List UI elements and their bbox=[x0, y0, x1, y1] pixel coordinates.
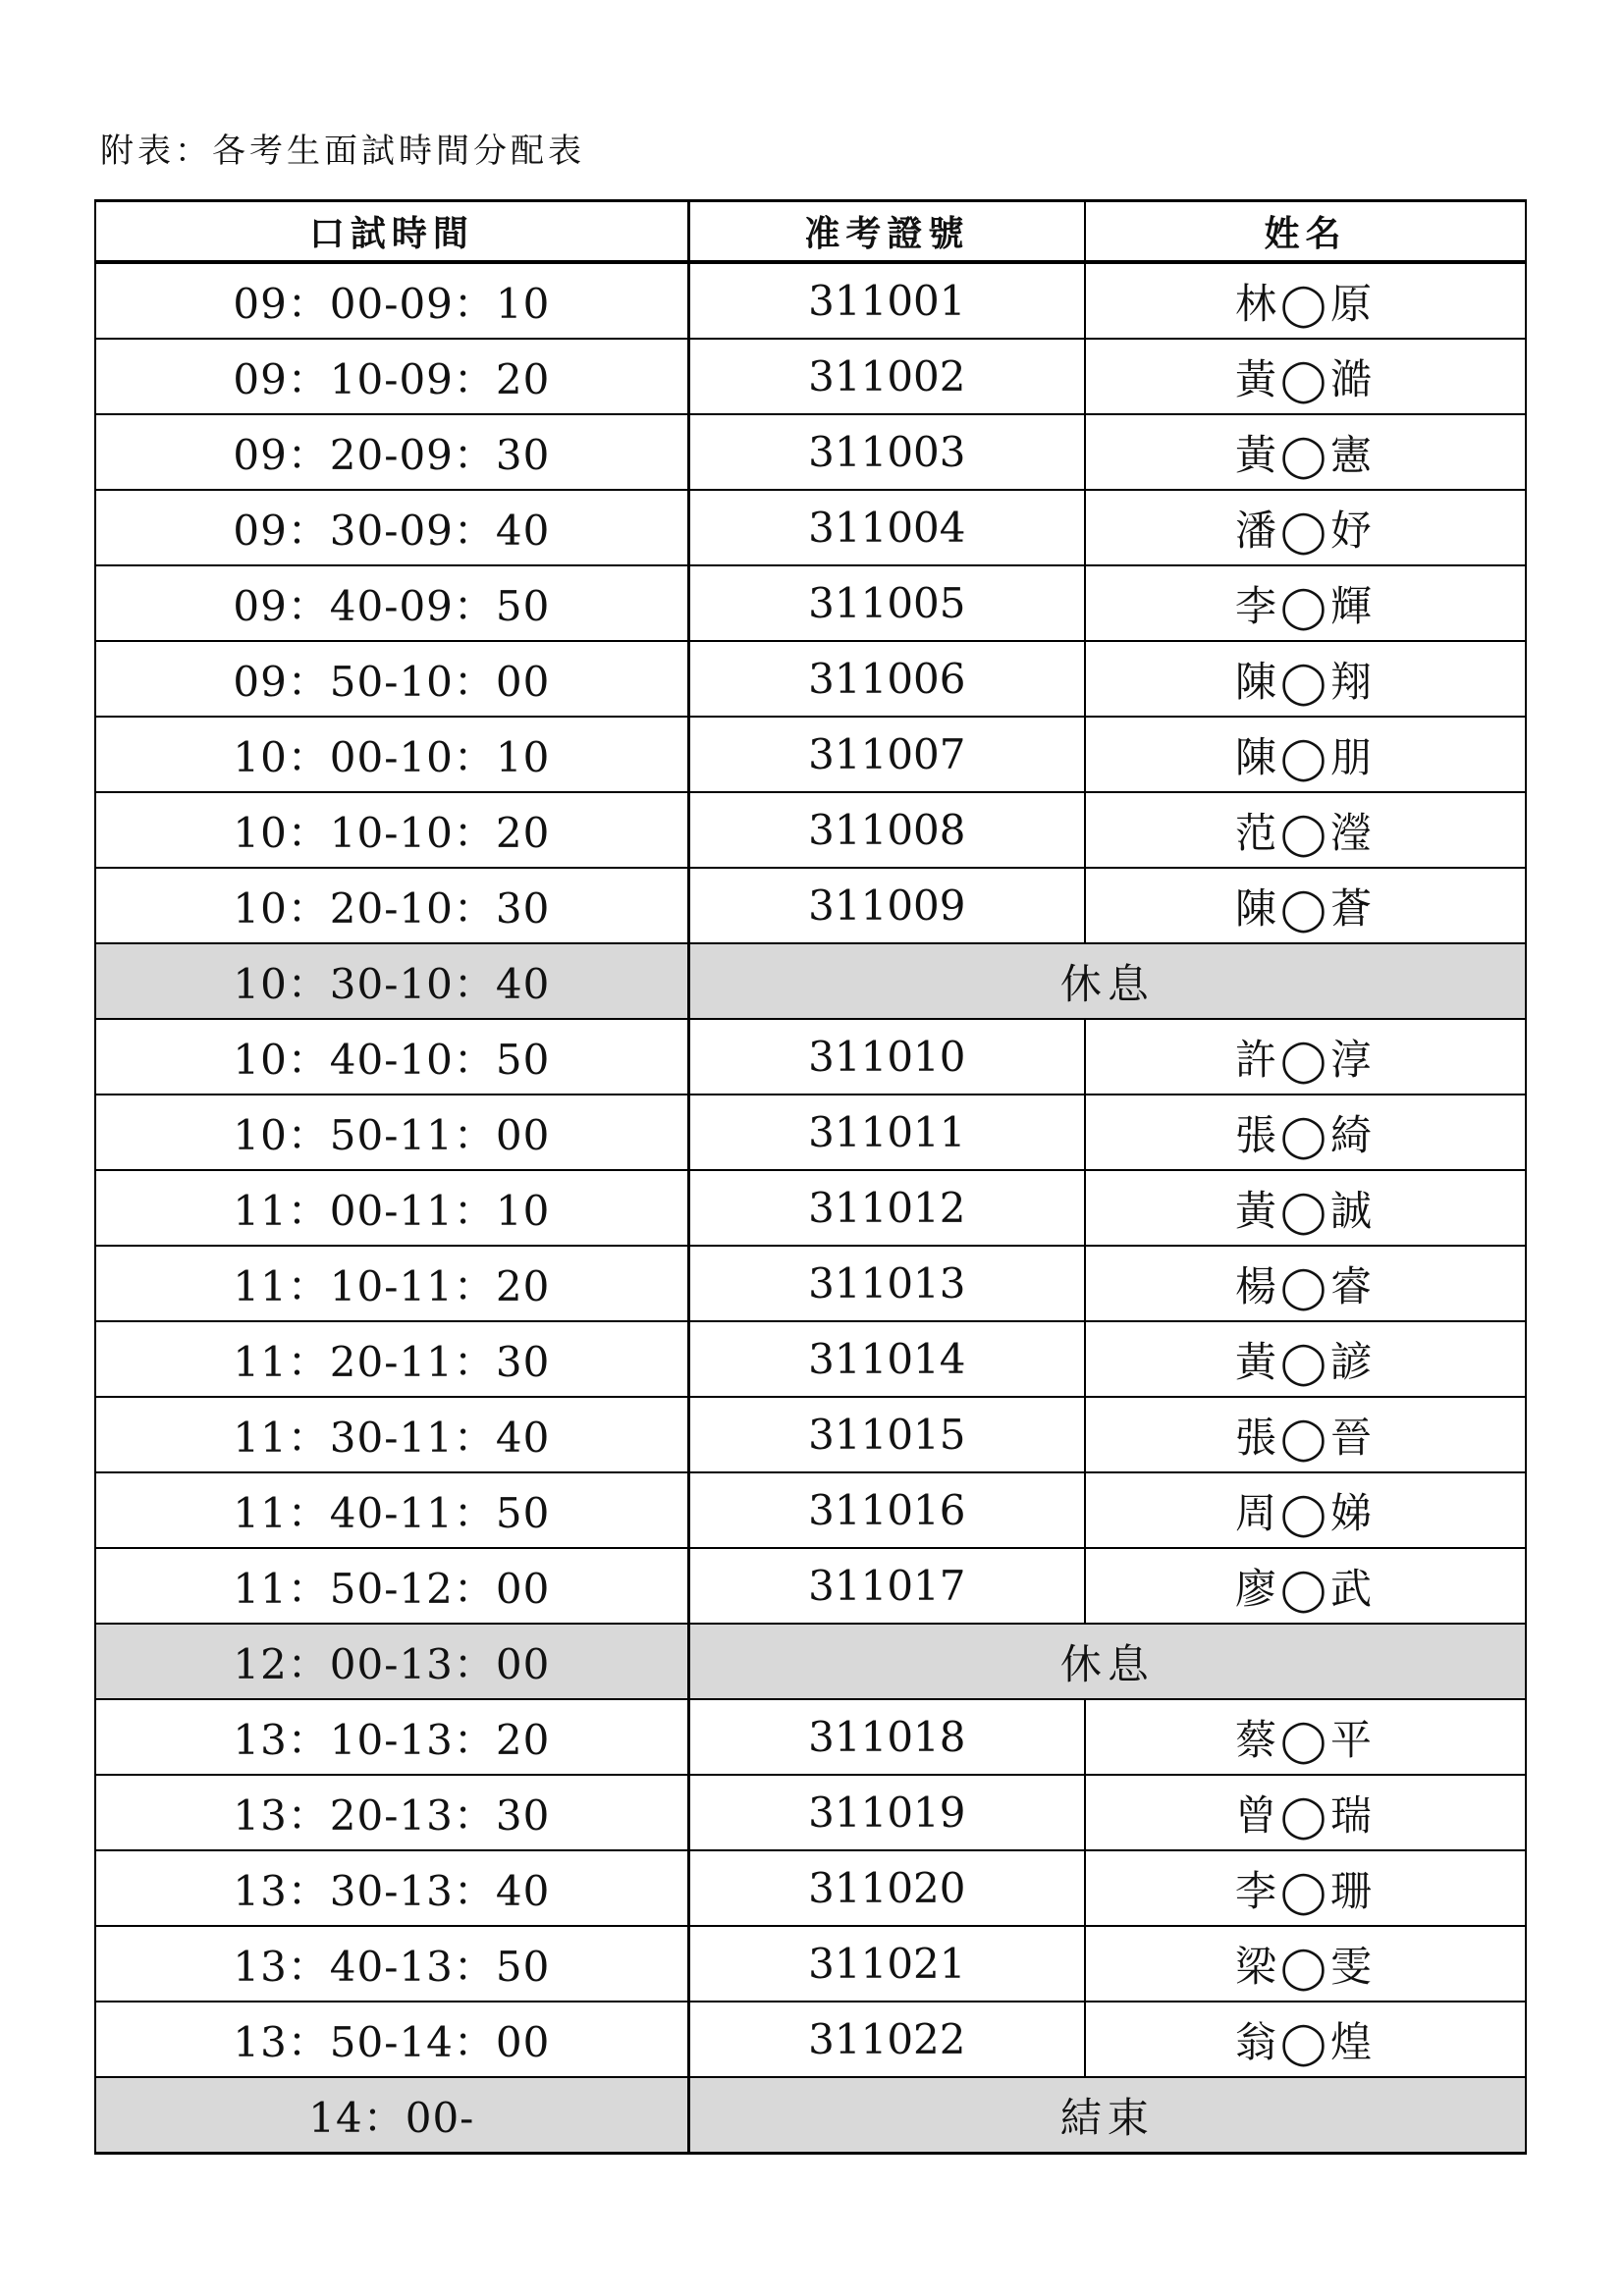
table-row bbox=[95, 1775, 1526, 1850]
candidate-name-cell: 翁◯煌 bbox=[1085, 2002, 1526, 2077]
candidate-name-cell: 黃◯誠 bbox=[1085, 1170, 1526, 1246]
interview-time-cell: 13：50-14：00 bbox=[95, 2002, 688, 2077]
candidate-name-cell: 陳◯朋 bbox=[1085, 717, 1526, 792]
break-row bbox=[95, 1624, 1526, 1699]
candidate-name-cell: 林◯原 bbox=[1085, 262, 1526, 339]
candidate-name-cell: 黃◯澔 bbox=[1085, 339, 1526, 414]
interview-time-cell: 13：40-13：50 bbox=[95, 1926, 688, 2002]
interview-time-cell: 12：00-13：00 bbox=[95, 1624, 688, 1699]
table-row bbox=[95, 1321, 1526, 1397]
interview-time-cell: 09：30-09：40 bbox=[95, 490, 688, 565]
table-row bbox=[95, 1397, 1526, 1472]
interview-time-cell: 09：40-09：50 bbox=[95, 565, 688, 641]
break-row bbox=[95, 2077, 1526, 2154]
admission-number-cell: 311008 bbox=[688, 792, 1085, 868]
table-row bbox=[95, 1850, 1526, 1926]
candidate-name-cell: 陳◯蒼 bbox=[1085, 868, 1526, 943]
table-row bbox=[95, 868, 1526, 943]
interview-time-cell: 09：00-09：10 bbox=[95, 262, 688, 339]
interview-time-cell: 13：20-13：30 bbox=[95, 1775, 688, 1850]
candidate-name-cell: 周◯娣 bbox=[1085, 1472, 1526, 1548]
interview-time-cell: 09：50-10：00 bbox=[95, 641, 688, 717]
table-row bbox=[95, 792, 1526, 868]
table-row bbox=[95, 1170, 1526, 1246]
table-row bbox=[95, 1548, 1526, 1624]
table-row bbox=[95, 565, 1526, 641]
candidate-name-cell: 黃◯憲 bbox=[1085, 414, 1526, 490]
header-interview-time: 口試時間 bbox=[95, 201, 688, 263]
table-row bbox=[95, 1019, 1526, 1095]
candidate-name-cell: 廖◯武 bbox=[1085, 1548, 1526, 1624]
interview-time-cell: 13：10-13：20 bbox=[95, 1699, 688, 1775]
interview-time-cell: 11：30-11：40 bbox=[95, 1397, 688, 1472]
header-admission-number: 准考證號 bbox=[688, 201, 1085, 263]
interview-time-cell: 13：30-13：40 bbox=[95, 1850, 688, 1926]
admission-number-cell: 311003 bbox=[688, 414, 1085, 490]
candidate-name-cell: 李◯輝 bbox=[1085, 565, 1526, 641]
admission-number-cell: 311004 bbox=[688, 490, 1085, 565]
candidate-name-cell: 張◯綺 bbox=[1085, 1095, 1526, 1170]
admission-number-cell: 311011 bbox=[688, 1095, 1085, 1170]
table-row bbox=[95, 641, 1526, 717]
candidate-name-cell: 黃◯諺 bbox=[1085, 1321, 1526, 1397]
interview-time-cell: 11：20-11：30 bbox=[95, 1321, 688, 1397]
admission-number-cell: 311019 bbox=[688, 1775, 1085, 1850]
break-label-cell: 休息 bbox=[688, 1624, 1526, 1699]
admission-number-cell: 311017 bbox=[688, 1548, 1085, 1624]
table-row bbox=[95, 414, 1526, 490]
break-row bbox=[95, 943, 1526, 1019]
table-row bbox=[95, 717, 1526, 792]
interview-schedule-table bbox=[94, 199, 1527, 2155]
break-label-cell: 結束 bbox=[688, 2077, 1526, 2154]
candidate-name-cell: 梁◯雯 bbox=[1085, 1926, 1526, 2002]
interview-time-cell: 10：30-10：40 bbox=[95, 943, 688, 1019]
interview-time-cell: 10：20-10：30 bbox=[95, 868, 688, 943]
interview-time-cell: 11：10-11：20 bbox=[95, 1246, 688, 1321]
table-row bbox=[95, 1246, 1526, 1321]
candidate-name-cell: 楊◯睿 bbox=[1085, 1246, 1526, 1321]
admission-number-cell: 311018 bbox=[688, 1699, 1085, 1775]
admission-number-cell: 311015 bbox=[688, 1397, 1085, 1472]
candidate-name-cell: 李◯珊 bbox=[1085, 1850, 1526, 1926]
table-row bbox=[95, 262, 1526, 339]
interview-time-cell: 11：40-11：50 bbox=[95, 1472, 688, 1548]
candidate-name-cell: 蔡◯平 bbox=[1085, 1699, 1526, 1775]
admission-number-cell: 311012 bbox=[688, 1170, 1085, 1246]
interview-time-cell: 09：20-09：30 bbox=[95, 414, 688, 490]
admission-number-cell: 311006 bbox=[688, 641, 1085, 717]
candidate-name-cell: 張◯晉 bbox=[1085, 1397, 1526, 1472]
admission-number-cell: 311010 bbox=[688, 1019, 1085, 1095]
table-row bbox=[95, 1926, 1526, 2002]
admission-number-cell: 311009 bbox=[688, 868, 1085, 943]
table-header bbox=[95, 201, 1526, 263]
interview-time-cell: 10：40-10：50 bbox=[95, 1019, 688, 1095]
interview-time-cell: 11：00-11：10 bbox=[95, 1170, 688, 1246]
header-name: 姓名 bbox=[1085, 201, 1526, 263]
admission-number-cell: 311020 bbox=[688, 1850, 1085, 1926]
candidate-name-cell: 許◯淳 bbox=[1085, 1019, 1526, 1095]
admission-number-cell: 311022 bbox=[688, 2002, 1085, 2077]
admission-number-cell: 311016 bbox=[688, 1472, 1085, 1548]
break-label-cell: 休息 bbox=[688, 943, 1526, 1019]
table-row bbox=[95, 339, 1526, 414]
candidate-name-cell: 范◯瀅 bbox=[1085, 792, 1526, 868]
interview-time-cell: 09：10-09：20 bbox=[95, 339, 688, 414]
table-caption: 附表：各考生面試時間分配表 bbox=[100, 132, 585, 171]
table-row bbox=[95, 1472, 1526, 1548]
table-row bbox=[95, 1095, 1526, 1170]
interview-time-cell: 14：00- bbox=[95, 2077, 688, 2154]
header-row bbox=[95, 201, 1526, 263]
table-row bbox=[95, 1699, 1526, 1775]
candidate-name-cell: 陳◯翔 bbox=[1085, 641, 1526, 717]
table-row bbox=[95, 2002, 1526, 2077]
candidate-name-cell: 潘◯妤 bbox=[1085, 490, 1526, 565]
interview-time-cell: 11：50-12：00 bbox=[95, 1548, 688, 1624]
admission-number-cell: 311014 bbox=[688, 1321, 1085, 1397]
interview-time-cell: 10：10-10：20 bbox=[95, 792, 688, 868]
admission-number-cell: 311002 bbox=[688, 339, 1085, 414]
interview-time-cell: 10：50-11：00 bbox=[95, 1095, 688, 1170]
interview-time-cell: 10：00-10：10 bbox=[95, 717, 688, 792]
admission-number-cell: 311005 bbox=[688, 565, 1085, 641]
candidate-name-cell: 曾◯瑞 bbox=[1085, 1775, 1526, 1850]
admission-number-cell: 311021 bbox=[688, 1926, 1085, 2002]
admission-number-cell: 311007 bbox=[688, 717, 1085, 792]
admission-number-cell: 311001 bbox=[688, 262, 1085, 339]
table-body bbox=[95, 262, 1526, 2154]
admission-number-cell: 311013 bbox=[688, 1246, 1085, 1321]
table-row bbox=[95, 490, 1526, 565]
